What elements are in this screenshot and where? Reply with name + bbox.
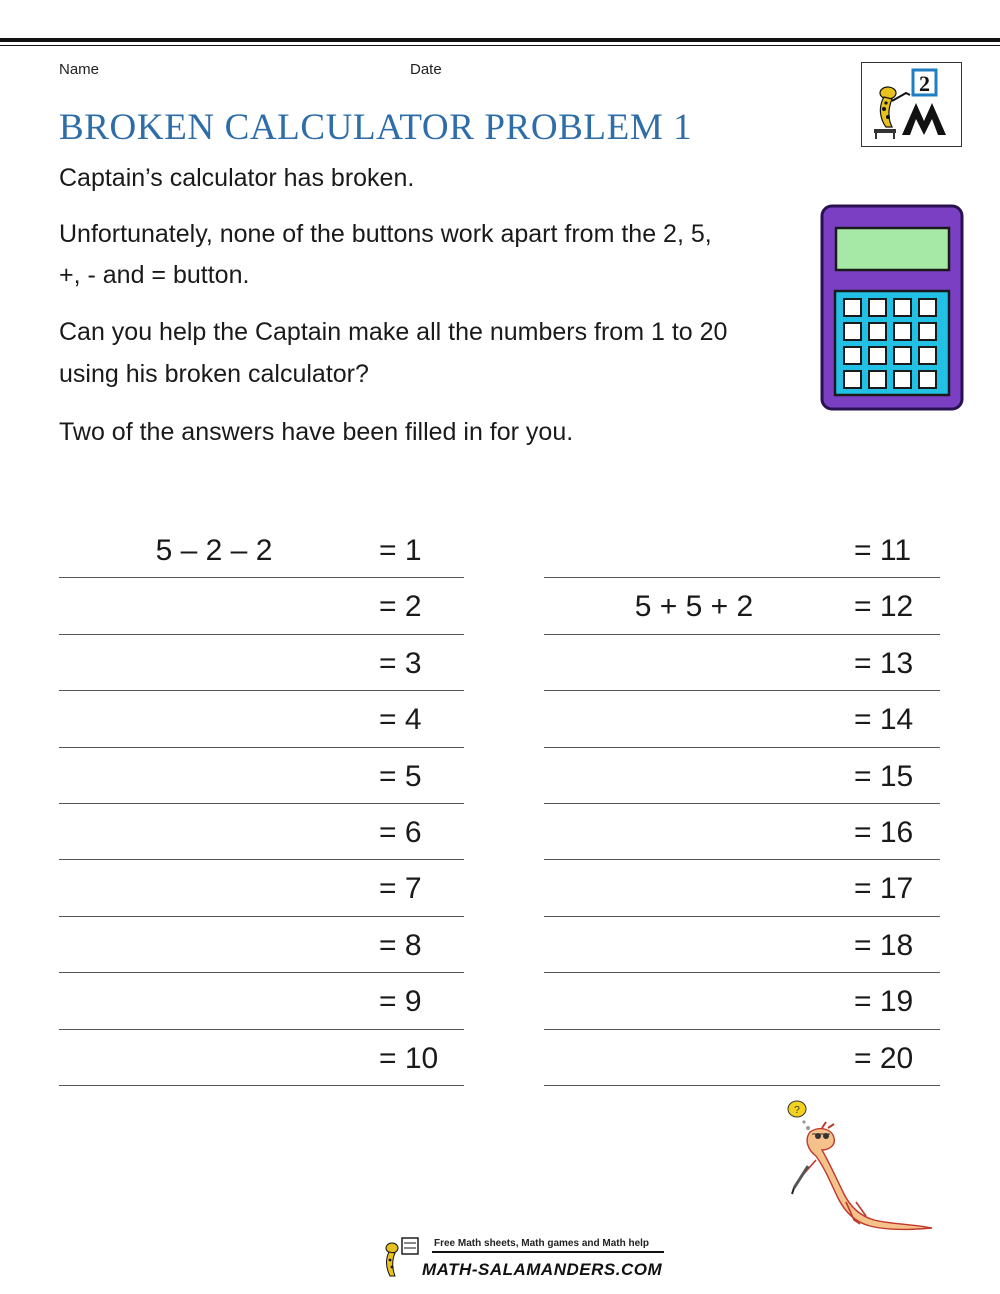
answer-row-16[interactable] — [544, 804, 940, 860]
footer-tagline: Free Math sheets, Math games and Math help — [434, 1238, 650, 1249]
worksheet-title: BROKEN CALCULATOR PROBLEM 1 — [59, 107, 693, 148]
result: = 13 — [854, 646, 914, 680]
result: = 6 — [379, 815, 422, 849]
answer-row-13[interactable] — [544, 635, 940, 691]
answer-row-10[interactable] — [59, 1030, 464, 1086]
answer-row-15[interactable] — [544, 748, 940, 804]
result: = 10 — [379, 1041, 439, 1075]
top-rule-thin — [0, 45, 1000, 46]
result: = 2 — [379, 590, 422, 624]
question-line-1: Can you help the Captain make all the numbers from 1 to 20 — [59, 318, 728, 346]
salamander-icon — [782, 1098, 942, 1232]
answer-row-6[interactable] — [59, 804, 464, 860]
result: = 16 — [854, 815, 914, 849]
intro-sentence: Captain’s calculator has broken. — [59, 164, 415, 192]
top-rule-thick — [0, 38, 1000, 42]
calculator-icon — [819, 203, 967, 413]
result: = 8 — [379, 928, 422, 962]
answer-row-3[interactable] — [59, 635, 464, 691]
grade-number: 2 — [919, 71, 930, 96]
answer-row-20[interactable] — [544, 1030, 940, 1086]
name-label: Name — [59, 61, 100, 78]
answers-column-left — [59, 522, 464, 1086]
grade-logo — [861, 62, 962, 147]
instruction-line-2: +, - and = button. — [59, 261, 250, 289]
result: = 18 — [854, 928, 914, 962]
answer-row-5[interactable] — [59, 748, 464, 804]
result: = 4 — [379, 703, 422, 737]
result: = 17 — [854, 872, 914, 906]
expression: 5 – 2 – 2 — [155, 534, 273, 567]
answer-row-19[interactable] — [544, 973, 940, 1029]
answer-row-8[interactable] — [59, 917, 464, 973]
result: = 11 — [854, 534, 911, 567]
answer-row-17[interactable] — [544, 860, 940, 916]
answer-row-7[interactable] — [59, 860, 464, 916]
date-label: Date — [410, 61, 442, 78]
expression: 5 + 5 + 2 — [634, 590, 754, 624]
answers-column-right — [544, 522, 940, 1086]
result: = 9 — [379, 985, 422, 1019]
answer-row-18[interactable] — [544, 917, 940, 973]
result: = 15 — [854, 759, 914, 793]
answer-row-1[interactable] — [59, 522, 464, 578]
answer-row-4[interactable] — [59, 691, 464, 747]
math-salamanders-logo — [380, 1236, 422, 1280]
salamander-logo-icon — [862, 63, 961, 146]
footer-underline — [432, 1251, 664, 1253]
svg-text:?: ? — [794, 1105, 800, 1116]
result: = 5 — [379, 759, 422, 793]
instruction-line-1: Unfortunately, none of the buttons work apart from the 2, 5, — [59, 220, 712, 248]
answer-row-2[interactable] — [59, 578, 464, 634]
result: = 12 — [854, 590, 914, 624]
result: = 1 — [379, 534, 422, 567]
result: = 20 — [854, 1041, 914, 1075]
answer-row-9[interactable] — [59, 973, 464, 1029]
answer-row-14[interactable] — [544, 691, 940, 747]
result: = 14 — [854, 703, 914, 737]
result: = 7 — [379, 872, 422, 906]
hint-sentence: Two of the answers have been filled in for you. — [59, 418, 574, 446]
answer-row-12[interactable] — [544, 578, 940, 634]
answer-row-11[interactable] — [544, 522, 940, 578]
question-line-2: using his broken calculator? — [59, 360, 369, 388]
result: = 3 — [379, 646, 422, 680]
result: = 19 — [854, 985, 914, 1019]
footer-brand: MATH-SALAMANDERS.COM — [422, 1260, 663, 1279]
